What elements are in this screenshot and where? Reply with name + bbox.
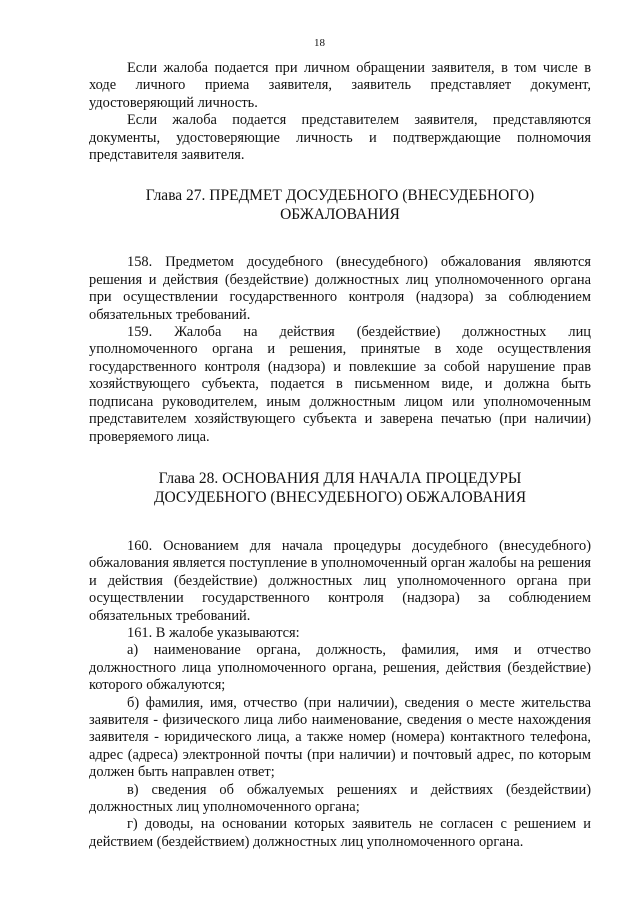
list-item-b: б) фамилия, имя, отчество (при наличии), сведения о месте жительства заявителя - физического лица либо наименование, сведения о месте нахождения заявителя - юридического лица, а также номер (номера) контактного телефона, адрес (адреса) электронной почты (при наличии) и почтовый адрес, по которым должен быть направлен ответ; <box>89 694 591 781</box>
list-item-v: в) сведения об обжалуемых решениях и действиях (бездействии) должностных лиц уполномоченного органа; <box>89 781 591 815</box>
list-item-a: а) наименование органа, должность, фамилия, имя и отчество должностного лица уполномоченного органа, решения, действия (бездействие) которого обжалуются; <box>89 642 591 694</box>
paragraph-personal-appeal: Если жалоба подается при личном обращении заявителя, в том числе в ходе личного приема заявителя, заявитель представляет документ, удостоверяющий личность. <box>89 60 591 111</box>
paragraph-161: 161. В жалобе указываются: <box>127 624 300 641</box>
page-number: 18 <box>314 37 325 49</box>
chapter-27-title-line2: ОБЖАЛОВАНИЯ <box>280 206 400 224</box>
chapter-28-title-line2: ДОСУДЕБНОГО (ВНЕСУДЕБНОГО) ОБЖАЛОВАНИЯ <box>153 488 527 506</box>
list-item-g: г) доводы, на основании которых заявитель не согласен с решением и действием (бездействием) должностных лиц уполномоченного органа. <box>89 816 591 850</box>
document-body <box>89 60 591 851</box>
paragraph-160: 160. Основанием для начала процедуры досудебного (внесудебного) обжалования является поступление в уполномоченный орган жалобы на решения и действия (бездействие) должностных лиц уполномоченного органа при осуществлении государственного контроля (надзора) за соблюдением обязательных требований. <box>89 537 591 624</box>
chapter-28-heading <box>89 469 591 507</box>
chapter-27-heading <box>89 186 591 224</box>
chapter-27-title-line1: Глава 27. ПРЕДМЕТ ДОСУДЕБНОГО (ВНЕСУДЕБНОГО) <box>145 187 535 205</box>
paragraph-158: 158. Предметом досудебного (внесудебного) обжалования являются решения и действия (бездействие) должностных лиц уполномоченного органа при осуществлении государственного контроля (надзора) за соблюдением обязательных требований. <box>89 254 591 323</box>
paragraph-representative: Если жалоба подается представителем заявителя, представляются документы, удостоверяющие личность и подтверждающие полномочия представителя заявителя. <box>89 112 591 164</box>
paragraph-159: 159. Жалоба на действия (бездействие) должностных лиц уполномоченного органа и решения, принятые в ходе осуществления государственного контроля (надзора) и повлекшие за собой нарушение прав хозяйствующего субъекта, подается в письменном виде, и должна быть подписана руководителем, иным должностным лицом или уполномоченным представителем хозяйствующего субъекта и заверена печатью (при наличии) проверяемого лица. <box>89 324 591 445</box>
chapter-28-title-line1: Глава 28. ОСНОВАНИЯ ДЛЯ НАЧАЛА ПРОЦЕДУРЫ <box>158 469 522 487</box>
